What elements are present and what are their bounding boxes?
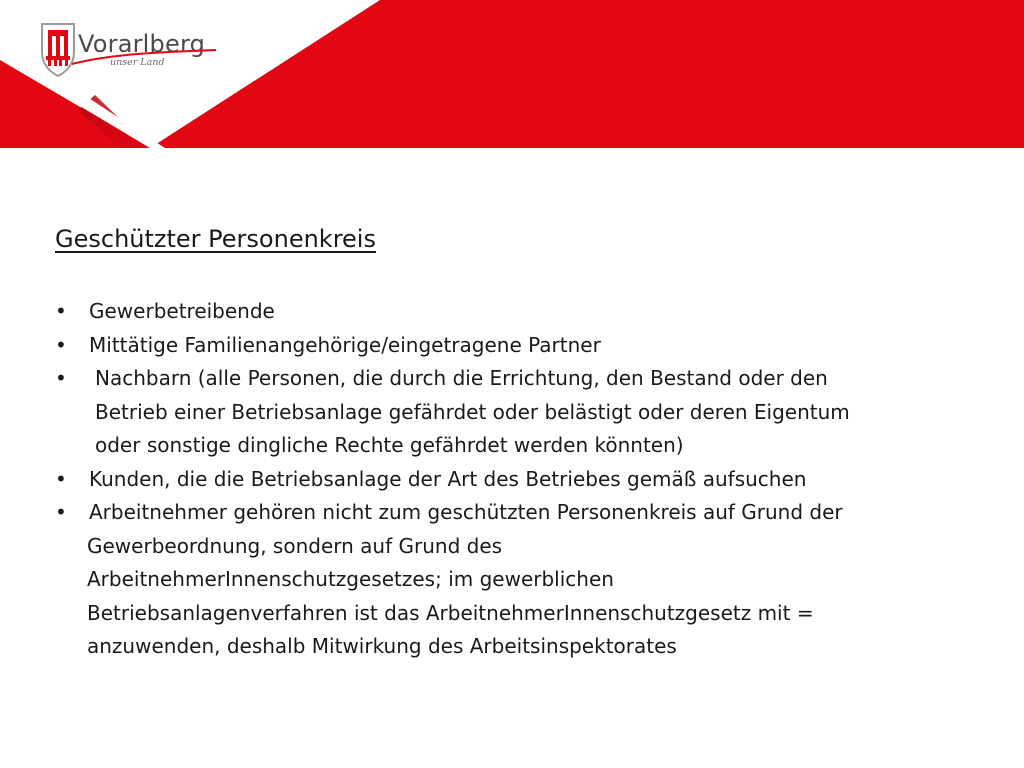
list-item-line: Arbeitnehmer gehören nicht zum geschützten Personenkreis auf Grund der: [89, 500, 843, 524]
header-banner: [0, 0, 1024, 148]
bullet-icon: •: [55, 466, 67, 491]
list-item: [55, 329, 985, 363]
red-banner-graphic: [0, 0, 1024, 148]
list-item: [55, 295, 985, 329]
list-item-line: anzuwenden, deshalb Mitwirkung des Arbeitsinspektorates: [87, 634, 677, 658]
list-item-line: Gewerbeordnung, sondern auf Grund des: [87, 533, 503, 558]
bullet-icon: •: [55, 366, 67, 390]
list-item-line: Gewerbetreibende: [89, 299, 275, 323]
list-item-line: Nachbarn (alle Personen, die durch die Errichtung, den Bestand oder den: [95, 366, 828, 390]
list-item-line: ArbeitnehmerInnenschutzgesetzes; im gewerblichen: [87, 567, 614, 591]
slide-content: [55, 225, 985, 664]
slide-title: Geschützter Personenkreis: [55, 225, 376, 253]
list-item: [55, 496, 985, 664]
logo-tagline: unser Land: [110, 57, 165, 68]
bullet-icon: •: [55, 332, 67, 357]
list-item-line: Betrieb einer Betriebsanlage gefährdet oder belästigt oder deren Eigentum: [95, 399, 850, 424]
bullet-icon: •: [55, 299, 67, 323]
bullet-list: [55, 295, 985, 664]
list-item-line: Kunden, die die Betriebsanlage der Art des Betriebes gemäß aufsuchen: [89, 466, 807, 491]
list-item-line: Mittätige Familienangehörige/eingetragene Partner: [89, 332, 601, 357]
list-item-line: oder sonstige dingliche Rechte gefährdet werden könnten): [95, 433, 684, 457]
list-item-line: Betriebsanlagenverfahren ist das ArbeitnehmerInnenschutzgesetz mit =: [87, 600, 814, 625]
list-item: [55, 362, 985, 463]
list-item: [55, 463, 985, 497]
logo-wordmark: Vorarlberg: [78, 30, 206, 58]
bullet-icon: •: [55, 500, 67, 524]
